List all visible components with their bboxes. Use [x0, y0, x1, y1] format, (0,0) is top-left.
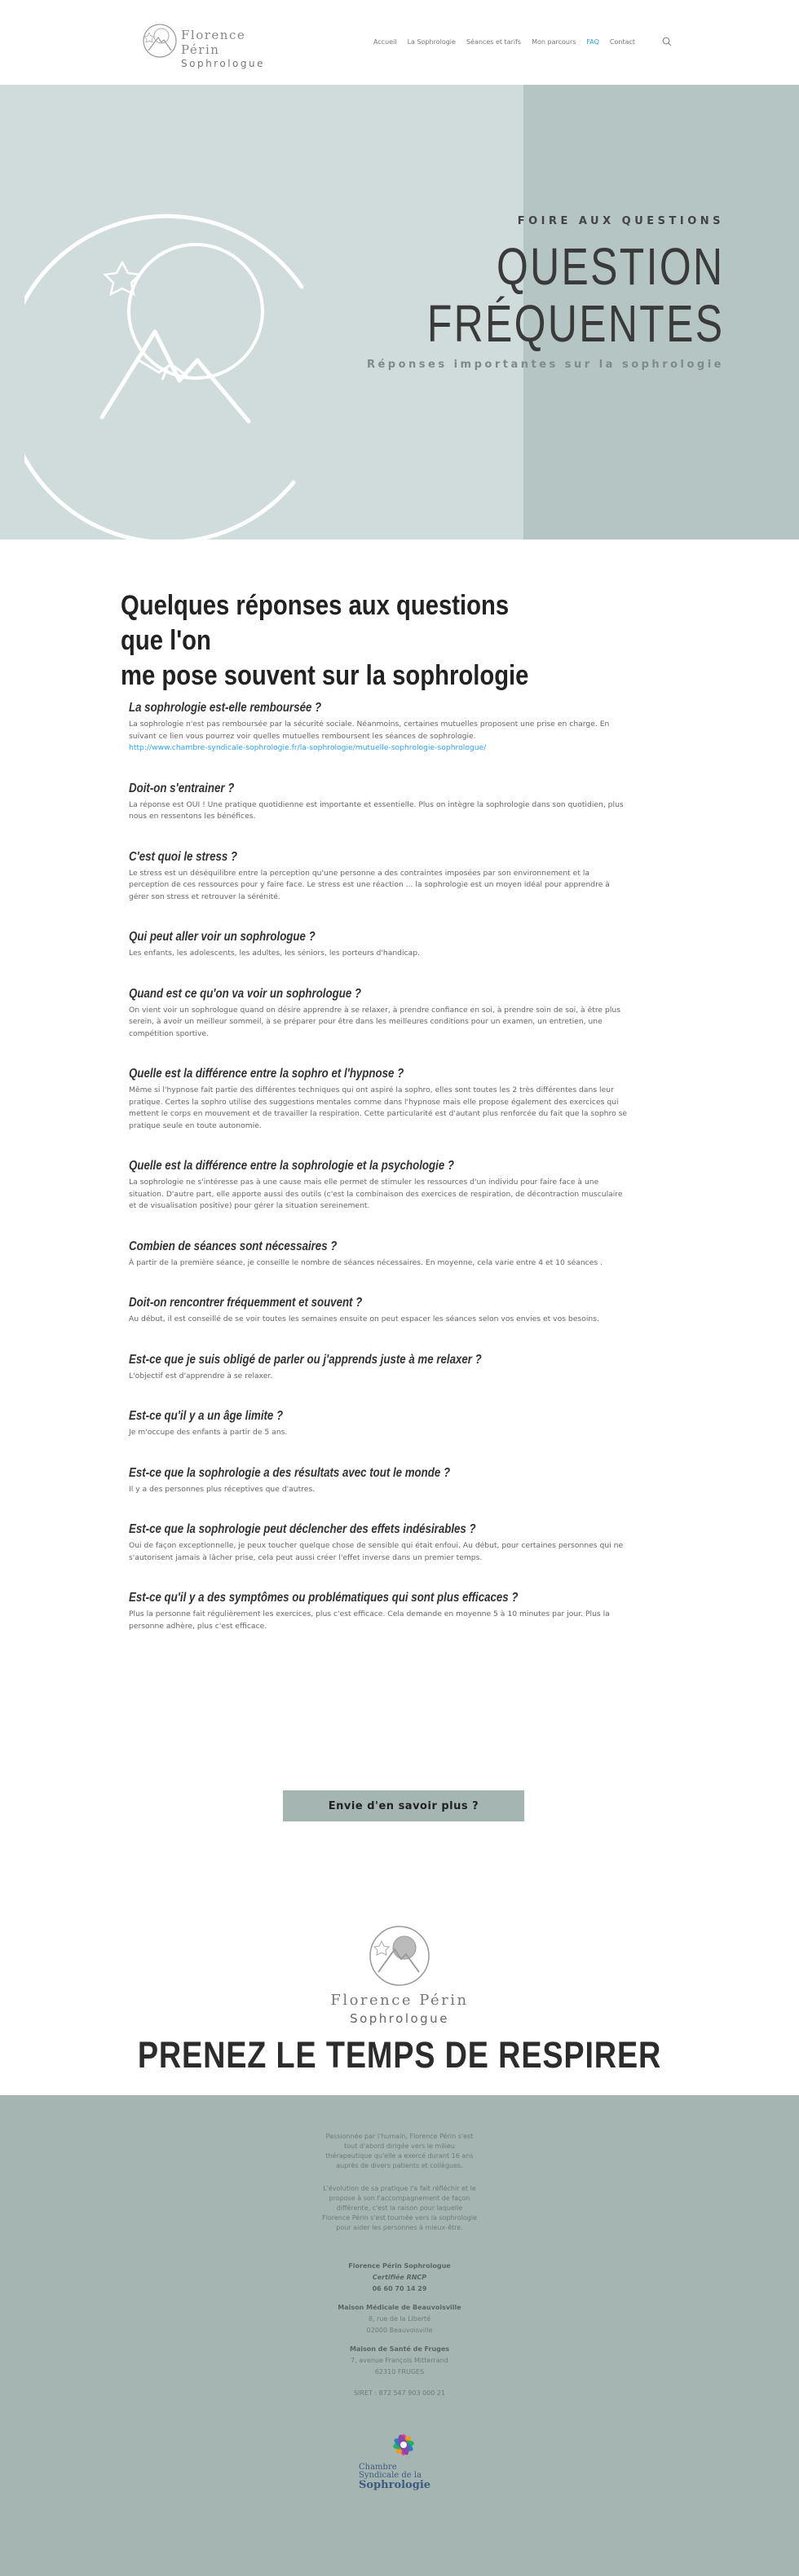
faq-item	[129, 782, 628, 823]
faq-question: Est-ce que je suis obligé de parler ou j'apprends juste à me relaxer ?	[129, 1352, 482, 1367]
hero-title-line1: QUESTION	[496, 237, 724, 296]
main-nav	[373, 38, 635, 46]
footer-logo-subtitle: Sophrologue	[350, 2011, 449, 2026]
footer-address2-title: Maison de Santé de Fruges	[349, 2345, 450, 2353]
nav-la-sophrologie[interactable]: La Sophrologie	[407, 38, 456, 46]
faq-answer: La sophrologie n'est pas remboursée par la sécurité sociale. Néanmoins, certaines mutuelles proposent une prise en charge. En suivant ce lien vous pourrez voir quelles mutuelles remboursent les séances de sophrologie.	[129, 720, 610, 741]
footer-address2-line1: 7, avenue François Mitterrand	[351, 2357, 448, 2364]
faq-item	[129, 1409, 628, 1439]
nav-mon-parcours[interactable]: Mon parcours	[532, 38, 576, 46]
hero-subtitle: Réponses importantes sur la sophrologie	[366, 359, 724, 371]
faq-item	[129, 850, 628, 904]
faq-item	[129, 1591, 628, 1632]
footer-address1-line1: 8, rue de la Liberté	[368, 2315, 431, 2323]
faq-question: Doit-on s'entrainer ?	[129, 781, 235, 795]
faq-item	[129, 1522, 628, 1564]
learn-more-button[interactable]: Envie d'en savoir plus ?	[283, 1790, 524, 1821]
footer-siret: SIRET : 872 547 903 000 21	[353, 2389, 446, 2397]
faq-list	[129, 701, 628, 1659]
faq-answer: La réponse est OUI ! Une pratique quotidienne est importante et essentielle. Plus on intègre la sophrologie dans son quotidien, plus nous en ressentons les bénéfices.	[129, 799, 624, 821]
footer-address2-line2: 62310 FRUGES	[374, 2368, 425, 2376]
footer-practitioner-name: Florence Périn Sophrologue	[348, 2262, 451, 2270]
faq-item	[129, 701, 628, 755]
hero-title	[426, 238, 724, 352]
hero-banner	[0, 85, 799, 539]
syndicat-line1: Chambre	[359, 2463, 397, 2472]
faq-item	[129, 1240, 628, 1270]
footer-logo-mountain-icon	[367, 1923, 432, 1988]
mutuelle-link[interactable]: http://www.chambre-syndicale-sophrologie.fr/la-sophrologie/mutuelle-sophrologie-sophrologue/	[129, 743, 487, 752]
footer-about: Passionnée par l'humain, Florence Périn s'est tout d'abord dirigée vers le milieu thérapeutique qu'elle a exercé durant 16 ans auprès de divers patients et collègues.	[325, 2133, 474, 2169]
faq-answer: Je m'occupe des enfants à partir de 5 ans.	[129, 1428, 288, 1437]
search-icon[interactable]	[662, 37, 672, 46]
footer-approach: L'évolution de sa pratique l'a fait réfléchir et le propose à son l'accompagnement de façon différente, c'est la raison pour laquelle Florence Périn s'est tournée vers la sophrologie pour aider les personnes à mieux-être.	[322, 2185, 477, 2231]
faq-question: Est-ce qu'il y a des symptômes ou problématiques qui sont plus efficaces ?	[129, 1591, 519, 1605]
faq-question: Qui peut aller voir un sophrologue ?	[129, 930, 316, 944]
faq-question: Doit-on rencontrer fréquemment et souvent ?	[129, 1296, 363, 1310]
tagline: PRENEZ LE TEMPS DE RESPIRER	[137, 2034, 662, 2076]
faq-answer: Le stress est un déséquilibre entre la perception qu'une personne a des contraintes imposées par son environnement et la perception de ces ressources pour y faire face. Le stress est une réaction ... la sophrologie est un moyen idéal pour apprendre à gérer son stress et retrouver la sérénité.	[129, 868, 610, 901]
faq-question: Combien de séances sont nécessaires ?	[129, 1239, 338, 1253]
footer-logo-name: Florence Périn	[330, 1992, 469, 2009]
faq-item	[129, 1353, 628, 1383]
hero-mountain-illustration-icon	[24, 173, 334, 539]
faq-answer: La sophrologie ne s'intéresse pas à une cause mais elle permet de stimuler les ressources d'un individu pour faire face à une situation. D'autre part, elle apporte aussi des outils (c'est la combinaison des exercices de respiration, de décontraction musculaire et de visualisation positive) pour gérer la situation sereinement.	[129, 1178, 623, 1210]
footer-address1-line2: 02000 Beauvoisville	[366, 2327, 433, 2334]
nav-accueil[interactable]: Accueil	[373, 38, 397, 46]
hero-title-line2: FRÉQUENTES	[426, 294, 724, 353]
footer-address1-title: Maison Médicale de Beauvoisville	[338, 2304, 461, 2311]
page-title-line2: me pose souvent sur la sophrologie	[121, 660, 529, 691]
faq-answer: À partir de la première séance, je conseille le nombre de séances nécessaires. En moyenne, cela varie entre 4 et 10 séances .	[129, 1257, 603, 1267]
faq-answer: Les enfants, les adolescents, les adultes, les séniors, les porteurs d'handicap.	[129, 949, 420, 958]
nav-contact[interactable]: Contact	[609, 38, 636, 46]
page-title	[121, 588, 541, 694]
faq-answer: On vient voir un sophrologue quand on désire apprendre à se relaxer, à prendre confiance en soi, à prendre soin de soi, à être plus serein, à avoir un meilleur sommeil, à se préparer pour être dans les meilleures conditions pour un examen, un entretien, une compétition sportive.	[129, 1005, 621, 1038]
nav-faq[interactable]: FAQ	[586, 38, 599, 46]
faq-answer: L'objectif est d'apprendre à se relaxer.	[129, 1371, 273, 1380]
footer-phone[interactable]: 06 60 70 14 29	[372, 2285, 427, 2292]
site-header	[0, 0, 799, 85]
faq-item	[129, 1466, 628, 1496]
faq-question: La sophrologie est-elle remboursée ?	[129, 701, 322, 715]
syndicat-line3: Sophrologie	[359, 2479, 431, 2491]
footer-certification: Certifiée RNCP	[372, 2274, 427, 2281]
logo-mountain-icon	[142, 23, 178, 59]
faq-answer: Il y a des personnes plus réceptives que d'autres.	[129, 1484, 316, 1494]
faq-item	[129, 1159, 628, 1213]
faq-item	[129, 987, 628, 1041]
logo-name: Florence Périn	[181, 28, 246, 57]
nav-seances-tarifs[interactable]: Séances et tarifs	[466, 38, 522, 46]
faq-item	[129, 1067, 628, 1132]
flower-logo-icon	[379, 2424, 428, 2465]
faq-answer: Au début, il est conseillé de se voir toutes les semaines ensuite on peut espacer les séances selon vos envies et vos besoins.	[129, 1314, 599, 1323]
faq-item	[129, 930, 628, 960]
faq-question: Quand est ce qu'on va voir un sophrologue ?	[129, 986, 362, 1001]
faq-question: C'est quoi le stress ?	[129, 849, 238, 864]
faq-question: Est-ce qu'il y a un âge limite ?	[129, 1409, 284, 1423]
chambre-syndicale-logo[interactable]	[359, 2424, 448, 2490]
faq-answer: Oui de façon exceptionnelle, je peux toucher quelque chose de sensible qui était enfoui. Au début, pour certaines personnes qui ne s'autorisent jamais à lâcher prise, cela peut aussi créer l'effet inverse dans un premier temps.	[129, 1541, 624, 1562]
faq-question: Est-ce que la sophrologie peut déclencher des effets indésirables ?	[129, 1522, 476, 1536]
logo-subtitle: Sophrologue	[181, 58, 265, 69]
faq-question: Quelle est la différence entre la sophro et l'hypnose ?	[129, 1067, 404, 1081]
faq-answer: Même si l'hypnose fait partie des différentes techniques qui ont aspiré la sophro, elles sont toutes les 2 très différentes dans leur pratique. Certes la sophro utilise des suggestions mentales comme dans l'hypnose mais elle propose également des exercices qui mettent le corps en mouvement et de travailler la respiration. Cette particularité est d'autant plus renforcée du fait que la sophro se pratique seule en toute autonomie.	[129, 1085, 628, 1130]
faq-question: Quelle est la différence entre la sophrologie et la psychologie ?	[129, 1159, 455, 1173]
syndicat-line2: Syndicale de la	[359, 2471, 422, 2480]
faq-item	[129, 1296, 628, 1326]
footer-logo	[326, 1923, 473, 2029]
faq-question: Est-ce que la sophrologie a des résultats avec tout le monde ?	[129, 1465, 451, 1480]
page-title-line1: Quelques réponses aux questions que l'on	[121, 590, 510, 656]
site-logo[interactable]	[142, 23, 280, 69]
faq-answer: Plus la personne fait régulièrement les exercices, plus c'est efficace. Cela demande en moyenne 5 à 10 minutes par jour. Plus la personne adhère, plus c'est efficace.	[129, 1609, 610, 1631]
hero-kicker: FOIRE AUX QUESTIONS	[517, 215, 724, 227]
